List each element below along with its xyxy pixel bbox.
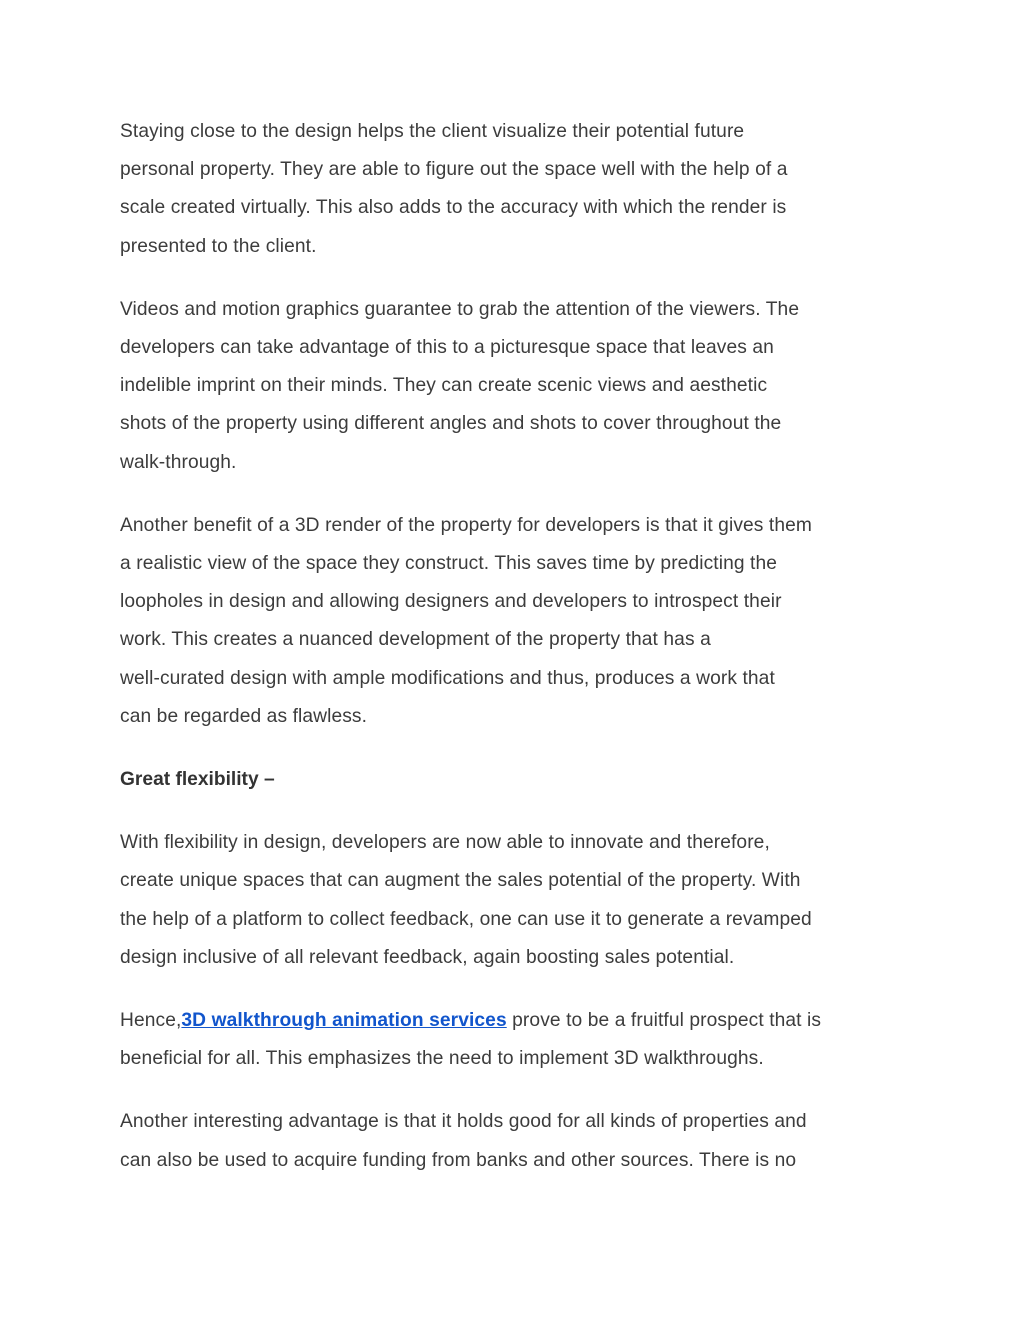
text-line: create unique spaces that can augment the sales potential of the property. With (120, 870, 801, 892)
paragraph-advantage (120, 1103, 910, 1179)
paragraph-videos (120, 291, 910, 482)
text-line: Another benefit of a 3D render of the property for developers is that it gives them (120, 514, 812, 536)
text-line: developers can take advantage of this to a picturesque space that leaves an (120, 337, 774, 359)
text-line: walk-through. (120, 451, 237, 473)
walkthrough-services-link[interactable]: 3D walkthrough animation services (181, 1010, 507, 1032)
section-heading: Great flexibility – (120, 769, 275, 791)
text-line: With flexibility in design, developers are now able to innovate and therefore, (120, 832, 770, 854)
paragraph-benefit (120, 507, 910, 736)
hence-suffix: prove to be a fruitful prospect that is (506, 1010, 822, 1032)
text-line: Videos and motion graphics guarantee to grab the attention of the viewers. The (120, 298, 800, 320)
text-line: well-curated design with ample modifications and thus, produces a work that (120, 667, 775, 689)
hence-prefix: Hence, (120, 1010, 182, 1032)
paragraph-visualize (120, 113, 910, 266)
text-line: shots of the property using different angles and shots to cover throughout the (120, 413, 782, 435)
paragraph-flexibility (120, 824, 910, 977)
text-line: presented to the client. (120, 235, 317, 257)
text-line: personal property. They are able to figure out the space well with the help of a (120, 159, 788, 181)
text-line: indelible imprint on their minds. They can create scenic views and aesthetic (120, 375, 768, 397)
text-line: design inclusive of all relevant feedback, again boosting sales potential. (120, 946, 735, 968)
text-line: scale created virtually. This also adds to the accuracy with which the render is (120, 197, 787, 219)
document-body (120, 113, 910, 1205)
text-line: a realistic view of the space they construct. This saves time by predicting the (120, 553, 778, 575)
text-line: Another interesting advantage is that it holds good for all kinds of properties and (120, 1111, 807, 1133)
text-line: the help of a platform to collect feedback, one can use it to generate a revamped (120, 908, 812, 930)
text-line (120, 1002, 910, 1040)
text-line: can be regarded as flawless. (120, 705, 368, 727)
text-line: work. This creates a nuanced development of the property that has a (120, 629, 711, 651)
text-line: loopholes in design and allowing designers and developers to introspect their (120, 591, 782, 613)
text-line: Staying close to the design helps the client visualize their potential future (120, 121, 745, 142)
text-line: can also be used to acquire funding from banks and other sources. There is no (120, 1149, 797, 1171)
text-line: beneficial for all. This emphasizes the need to implement 3D walkthroughs. (120, 1048, 764, 1070)
paragraph-hence (120, 1002, 910, 1078)
